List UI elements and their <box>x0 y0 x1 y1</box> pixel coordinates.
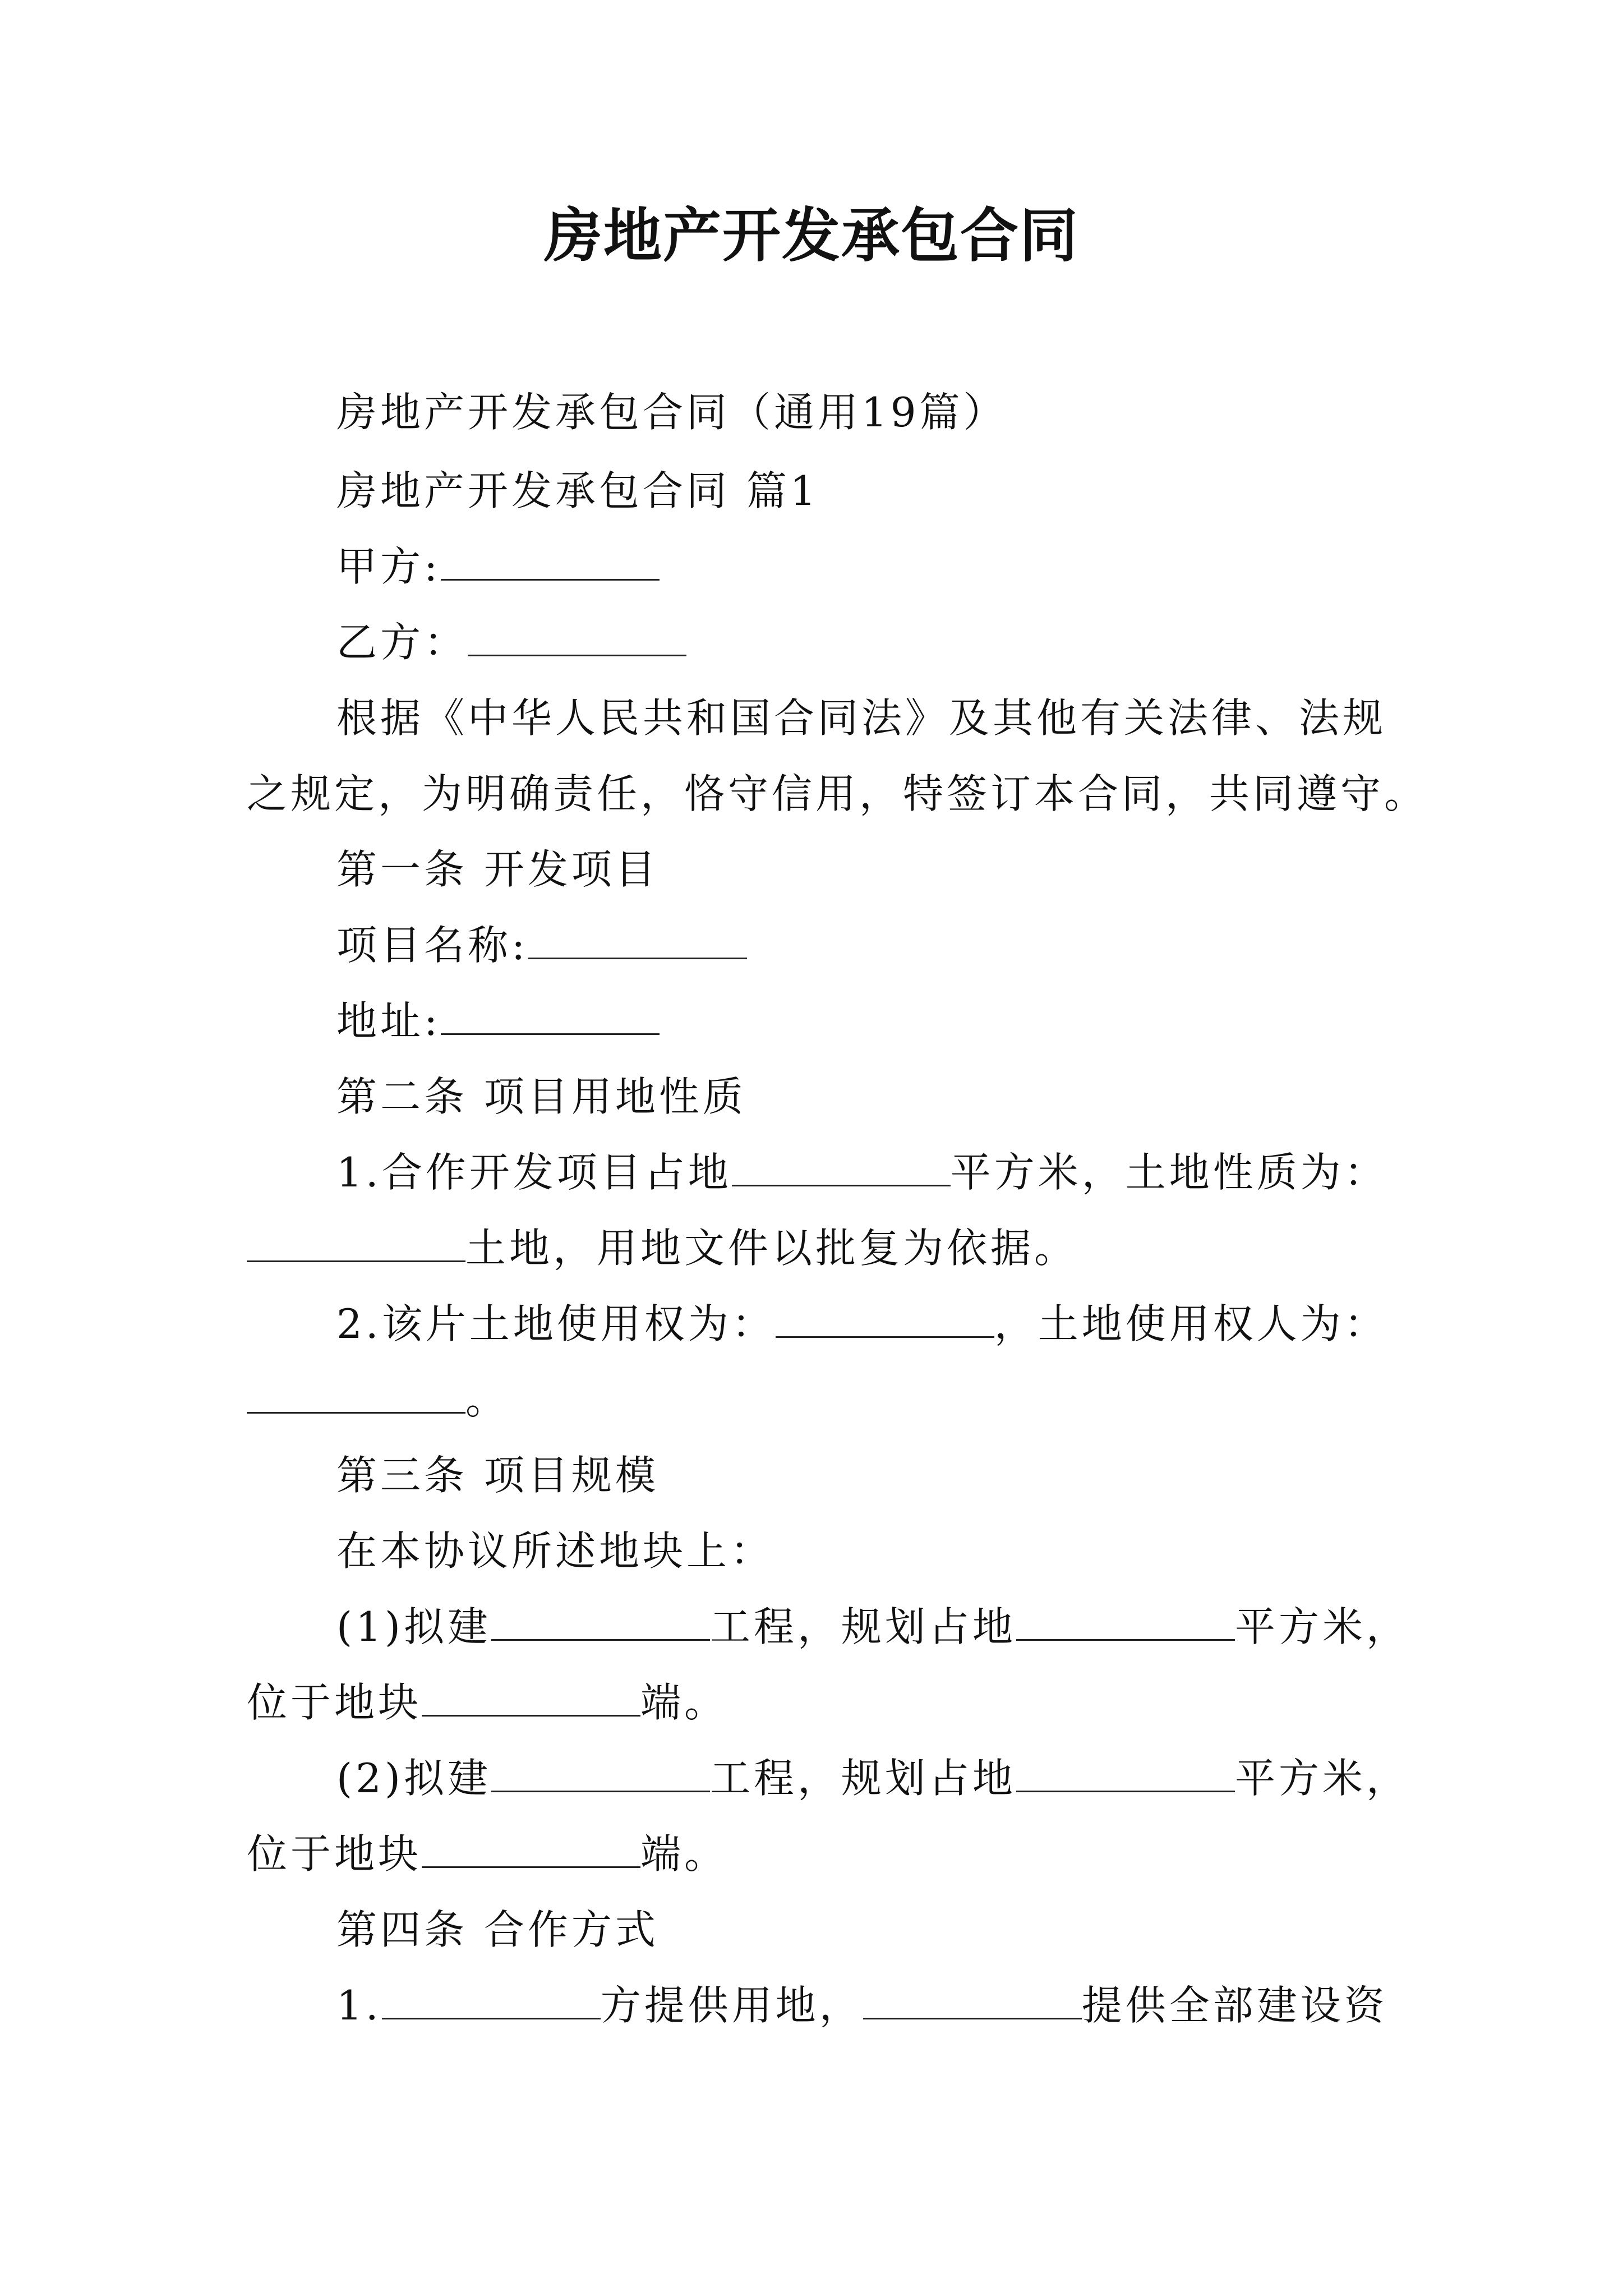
section-heading <box>336 460 819 522</box>
text-line: (2)拟建 <box>336 1755 491 1802</box>
article-heading <box>336 1066 746 1128</box>
clause-line <box>247 1823 728 1885</box>
text-line: 位于地块 <box>247 1679 422 1726</box>
text-line: 。 <box>465 1376 510 1423</box>
fill-blank <box>491 1605 710 1641</box>
fill-blank <box>732 1151 951 1186</box>
text-line: 房地产开发承包合同 篇1 <box>336 467 819 514</box>
text-line: 平方米， <box>1235 1603 1410 1650</box>
fill-blank <box>528 924 747 959</box>
text-line: 乙方： <box>336 619 468 666</box>
text-line: 提供全部建设资 <box>1081 1982 1388 2029</box>
text-line: (1)拟建 <box>336 1603 491 1650</box>
fill-blank <box>441 1000 660 1035</box>
paragraph-line <box>336 1520 774 1582</box>
clause-line <box>247 1369 509 1430</box>
fill-blank <box>776 1303 994 1338</box>
clause-line <box>336 1747 1410 1809</box>
text-line: 之规定，为明确责任，恪守信用，特签订本合同，共同遵守。 <box>247 770 1428 817</box>
party-b-line <box>336 611 686 673</box>
subtitle <box>336 381 1007 443</box>
text-line: 平方米，土地性质为： <box>950 1149 1388 1196</box>
fill-blank <box>247 1227 465 1262</box>
article-heading <box>336 1899 659 1961</box>
text-line: 根据《中华人民共和国合同法》及其他有关法律、法规 <box>336 694 1387 742</box>
fill-blank <box>382 1984 601 2019</box>
text-line: 甲方: <box>336 543 441 590</box>
party-a-line <box>336 536 660 597</box>
text-line: 第二条 项目用地性质 <box>336 1073 746 1120</box>
address-line <box>336 990 660 1052</box>
text-line: 1. <box>336 1982 382 2029</box>
project-name-line <box>336 914 747 976</box>
text-line: 房地产开发承包合同（通用19篇） <box>336 389 1007 436</box>
fill-blank <box>1016 1605 1235 1641</box>
text-line: 平方米， <box>1235 1755 1410 1802</box>
clause-line <box>336 1293 1388 1355</box>
text-line: 方提供用地， <box>600 1982 863 2029</box>
clause-line <box>336 1142 1388 1203</box>
text-line: 位于地块 <box>247 1830 422 1878</box>
fill-blank <box>422 1681 640 1717</box>
fill-blank <box>441 545 660 581</box>
article-heading <box>336 1444 659 1506</box>
fill-blank <box>491 1757 710 1792</box>
clause-line <box>336 1975 1388 2036</box>
document-title: 房地产开发承包合同 <box>543 201 1079 270</box>
text-line: 第三条 项目规模 <box>336 1452 659 1499</box>
fill-blank <box>863 1984 1082 2019</box>
fill-blank <box>247 1378 465 1414</box>
clause-line <box>247 1217 1078 1279</box>
fill-blank <box>422 1833 640 1868</box>
text-line: 项目名称: <box>336 922 529 969</box>
text-line: 工程，规划占地 <box>710 1603 1017 1650</box>
text-line: 在本协议所述地块上： <box>336 1527 774 1575</box>
fill-blank <box>468 621 686 656</box>
clause-line <box>336 1596 1410 1658</box>
fill-blank <box>1016 1757 1235 1792</box>
text-line: 端。 <box>640 1679 728 1726</box>
paragraph-line <box>336 687 1386 749</box>
text-line: 工程，规划占地 <box>710 1755 1017 1802</box>
text-line: 第四条 合作方式 <box>336 1906 659 1953</box>
text-line: 2.该片土地使用权为： <box>336 1300 776 1347</box>
text-line: ，土地使用权人为： <box>994 1300 1388 1347</box>
text-line: 土地，用地文件以批复为依据。 <box>465 1225 1078 1272</box>
text-line: 端。 <box>640 1830 728 1878</box>
text-line: 第一条 开发项目 <box>336 846 659 893</box>
paragraph-line <box>247 763 1428 825</box>
article-heading <box>336 839 659 900</box>
text-line: 地址: <box>336 997 441 1045</box>
text-line: 1.合作开发项目占地 <box>336 1149 732 1196</box>
clause-line <box>247 1672 728 1733</box>
